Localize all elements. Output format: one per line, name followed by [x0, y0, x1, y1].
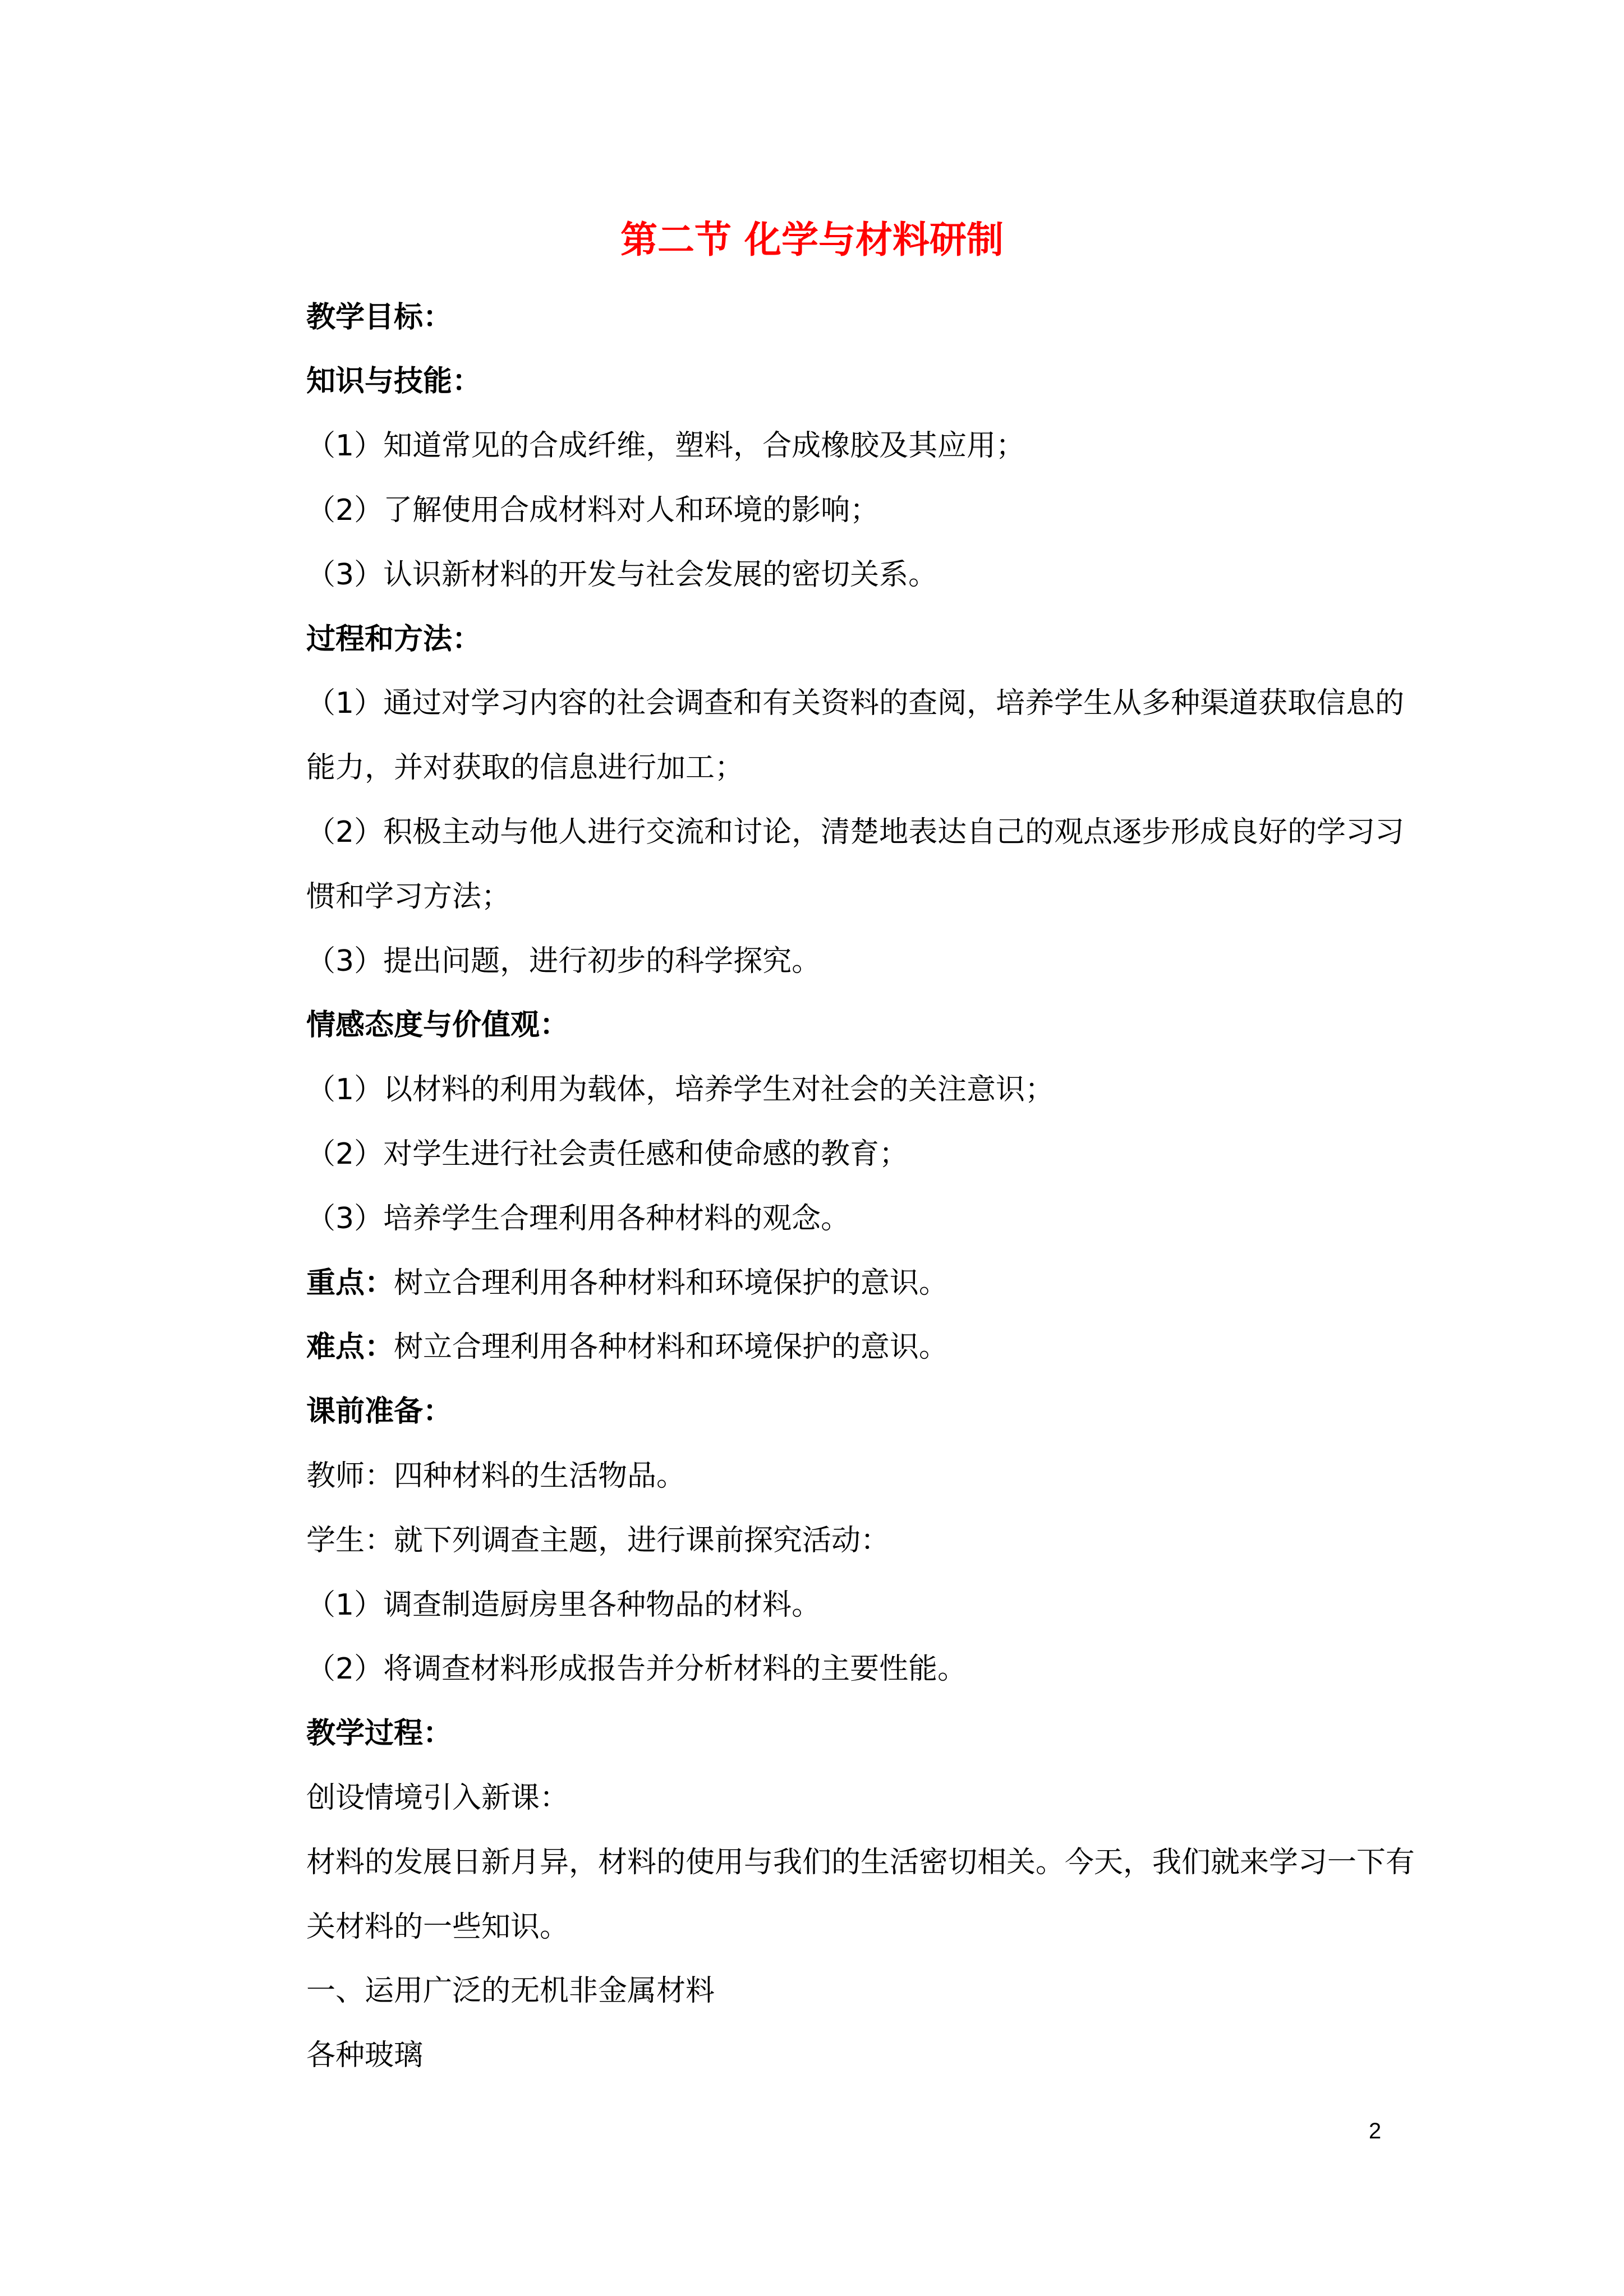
- paragraph-line: 学生：就下列调查主题，进行课前探究活动：: [306, 1524, 890, 1557]
- heading-knowledge-skills: 知识与技能：: [306, 365, 482, 398]
- key-point-line: [306, 1266, 948, 1300]
- section-title: 第二节 化学与材料研制: [620, 218, 1004, 261]
- difficulty-text: 树立合理利用各种材料和环境保护的意识。: [394, 1330, 949, 1364]
- paragraph-line: 材料的发展日新月异，材料的使用与我们的生活密切相关。今天，我们就来学习一下有: [306, 1846, 1415, 1879]
- heading-attitude-values: 情感态度与价值观：: [306, 1008, 569, 1042]
- list-item: （2）对学生进行社会责任感和使命感的教育；: [306, 1137, 909, 1171]
- key-point-text: 树立合理利用各种材料和环境保护的意识。: [394, 1266, 949, 1300]
- paragraph-line: 能力，并对获取的信息进行加工；: [306, 751, 744, 785]
- list-item: （2）积极主动与他人进行交流和讨论，清楚地表达自己的观点逐步形成良好的学习习: [306, 815, 1405, 849]
- list-item: （2）将调查材料形成报告并分析材料的主要性能。: [306, 1652, 967, 1686]
- difficulty-line: [306, 1330, 948, 1364]
- list-item: （1）通过对学习内容的社会调查和有关资料的查阅，培养学生从多种渠道获取信息的: [306, 686, 1405, 720]
- list-item: （1）知道常见的合成纤维，塑料，合成橡胶及其应用；: [306, 429, 1025, 463]
- heading-preparation: 课前准备：: [306, 1395, 453, 1428]
- paragraph-line: 关材料的一些知识。: [306, 1910, 569, 1944]
- heading-teaching-process: 教学过程：: [306, 1717, 453, 1750]
- list-item: （1）调查制造厨房里各种物品的材料。: [306, 1588, 821, 1622]
- page-number: 2: [1369, 2119, 1382, 2143]
- heading-process-methods: 过程和方法：: [306, 623, 482, 656]
- list-item: （3）提出问题，进行初步的科学探究。: [306, 944, 821, 978]
- paragraph-line: 惯和学习方法；: [306, 880, 511, 914]
- paragraph-line: 教师：四种材料的生活物品。: [306, 1459, 686, 1493]
- heading-teaching-goals: 教学目标：: [306, 301, 453, 334]
- section-heading: 一、运用广泛的无机非金属材料: [306, 1974, 715, 2008]
- list-item: （1）以材料的利用为载体，培养学生对社会的关注意识；: [306, 1073, 1055, 1106]
- difficulty-label: 难点：: [306, 1330, 394, 1364]
- list-item: （3）认识新材料的开发与社会发展的密切关系。: [306, 558, 938, 592]
- paragraph-line: 创设情境引入新课：: [306, 1781, 569, 1815]
- paragraph-line: 各种玻璃: [306, 2039, 424, 2072]
- key-point-label: 重点：: [306, 1266, 394, 1300]
- list-item: （3）培养学生合理利用各种材料的观念。: [306, 1202, 850, 1235]
- list-item: （2）了解使用合成材料对人和环境的影响；: [306, 494, 880, 527]
